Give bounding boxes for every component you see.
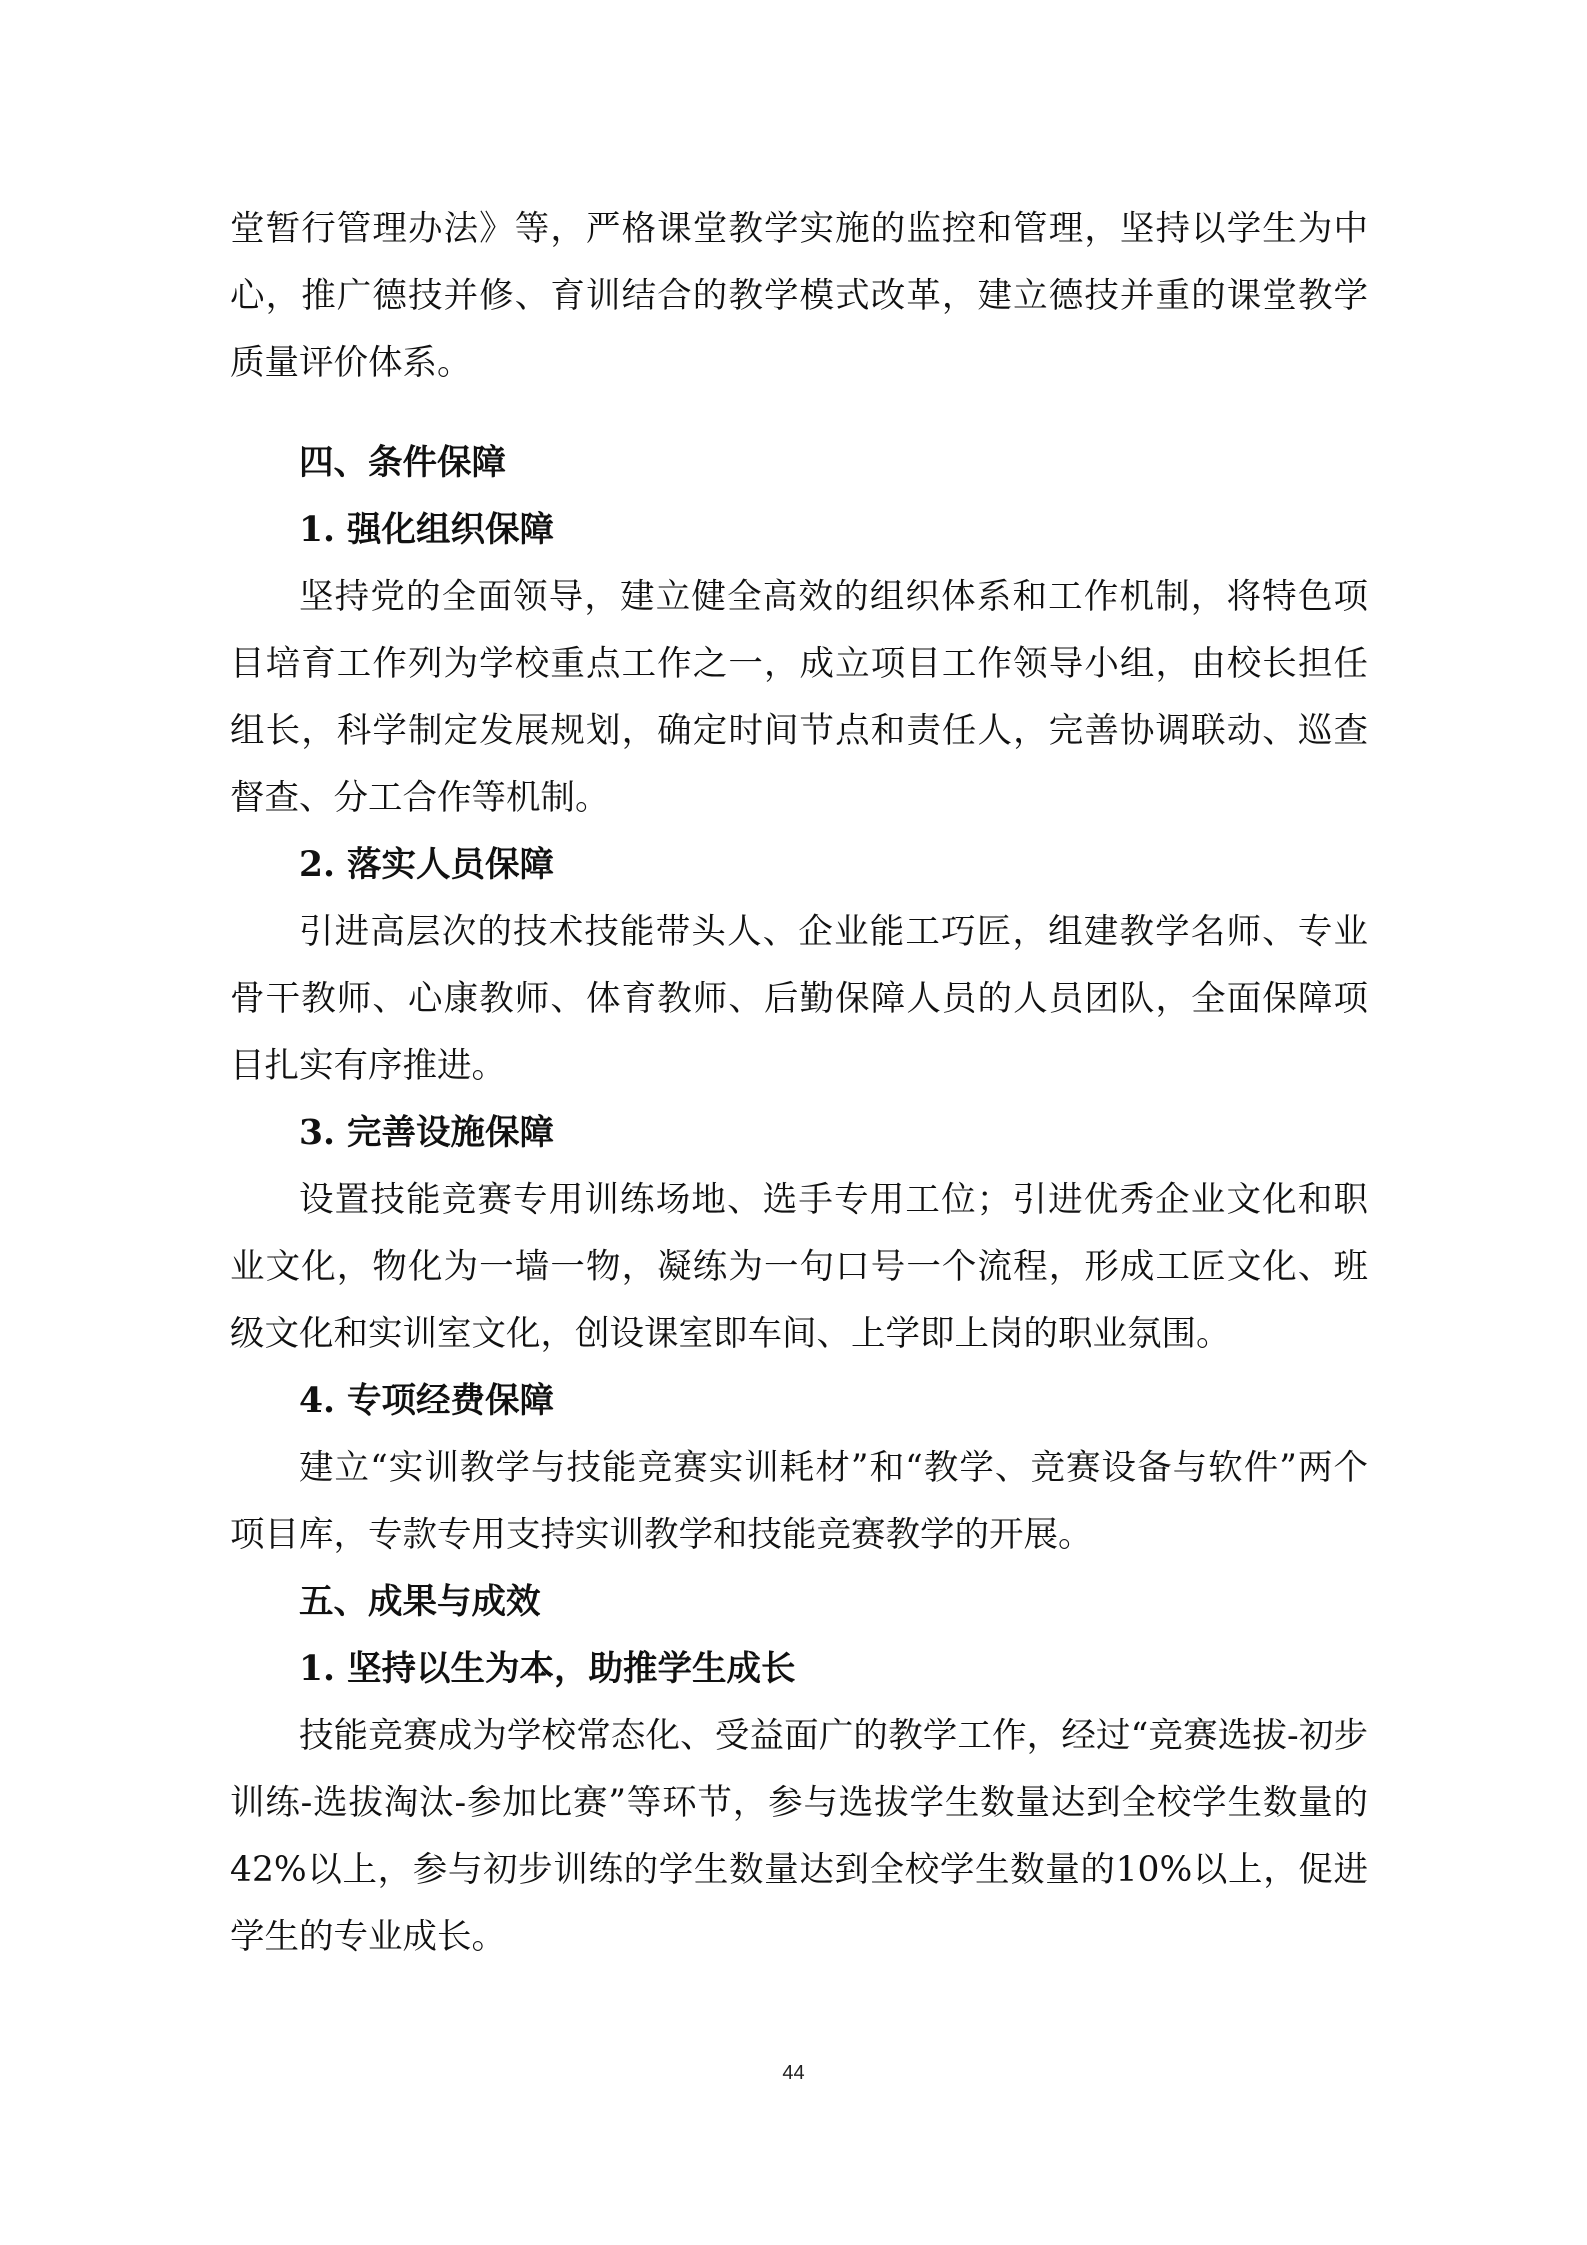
paragraph-facilities: 设置技能竞赛专用训练场地、选手专用工位；引进优秀企业文化和职业文化，物化为一墙一物，凝练为一句口号一个流程，形成工匠文化、班级文化和实训室文化，创设课室即车间、上学即上岗的职业氛围。 bbox=[230, 1180, 1368, 1354]
page-number: 44 bbox=[782, 2062, 805, 2084]
paragraph-funding: 建立“实训教学与技能竞赛实训耗材”和“教学、竞赛设备与软件”两个项目库，专款专用支持实训教学和技能竞赛教学的开展。 bbox=[230, 1448, 1368, 1555]
subheading-personnel: 2. 落实人员保障 bbox=[299, 845, 555, 885]
paragraph-organization: 坚持党的全面领导，建立健全高效的组织体系和工作机制，将特色项目培育工作列为学校重点工作之一，成立项目工作领导小组，由校长担任组长，科学制定发展规划，确定时间节点和责任人，完善协调联动、巡查督查、分工合作等机制。 bbox=[230, 577, 1368, 818]
paragraph-continued: 堂暂行管理办法》等，严格课堂教学实施的监控和管理，坚持以学生为中心，推广德技并修、育训结合的教学模式改革，建立德技并重的课堂教学质量评价体系。 bbox=[230, 209, 1368, 383]
document-body bbox=[230, 196, 1368, 1971]
subheading-facilities: 3. 完善设施保障 bbox=[299, 1113, 555, 1153]
section-heading-results: 五、成果与成效 bbox=[299, 1582, 541, 1622]
subheading-organization: 1. 强化组织保障 bbox=[299, 510, 555, 550]
section-heading-conditions: 四、条件保障 bbox=[299, 443, 506, 483]
subheading-student-growth: 1. 坚持以生为本，助推学生成长 bbox=[299, 1649, 796, 1689]
paragraph-student-growth: 技能竞赛成为学校常态化、受益面广的教学工作，经过“竞赛选拔-初步训练-选拔淘汰-参加比赛”等环节，参与选拔学生数量达到全校学生数量的 42%以上，参与初步训练的学生数量达到全校学生数量的10%以上，促进学生的专业成长。 bbox=[230, 1716, 1368, 1957]
paragraph-personnel: 引进高层次的技术技能带头人、企业能工巧匠，组建教学名师、专业骨干教师、心康教师、体育教师、后勤保障人员的人员团队，全面保障项目扎实有序推进。 bbox=[230, 912, 1368, 1086]
subheading-funding: 4. 专项经费保障 bbox=[299, 1381, 555, 1421]
